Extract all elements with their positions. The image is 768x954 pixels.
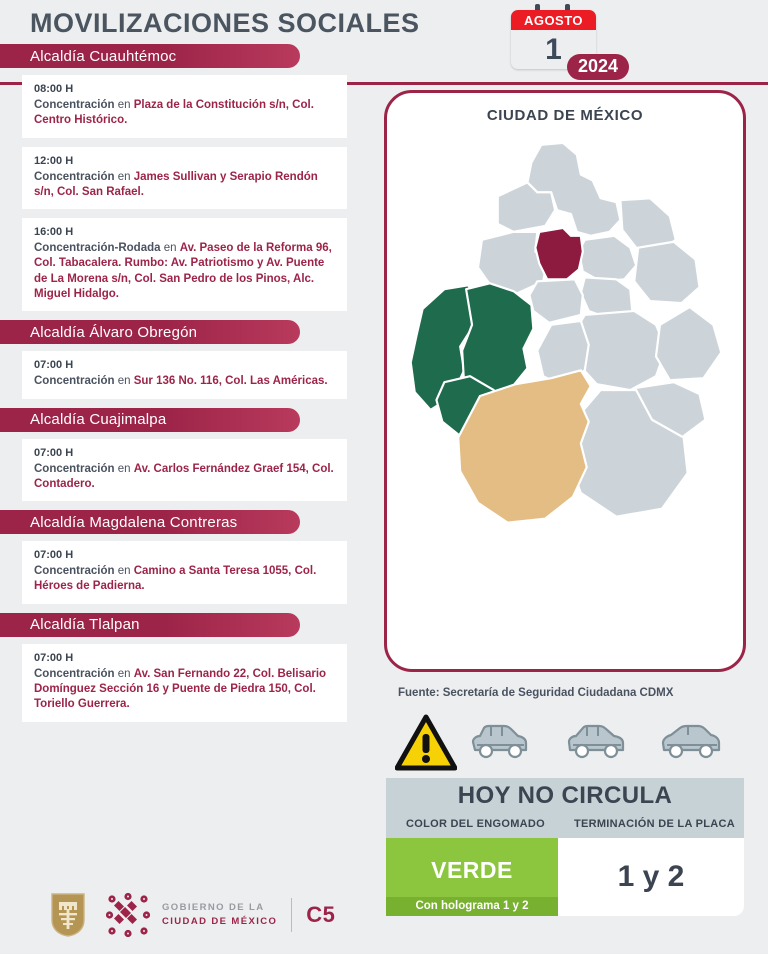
alcaldia-name: Alcaldía Álvaro Obregón [30,323,198,341]
c5-label: C5 [306,902,336,927]
event-time: 08:00 H [34,83,74,95]
event-connector: en [114,375,134,388]
footer-logos [50,884,335,946]
event-action: Concentración-Rodada [34,242,161,255]
hnc-color-cell [386,838,558,916]
event-time: 07:00 H [34,651,74,664]
warning-triangle-icon [395,714,457,772]
event-card [22,644,347,722]
event-location: Plaza de la Constitución s/n, Col. Centro Histórico. [34,99,314,127]
event-time: 07:00 H [34,446,74,459]
event-action: Concentración [34,170,115,183]
alcaldia-block [0,320,378,398]
event-card [22,439,347,502]
hatchback-icon [565,724,627,760]
map-region-cuauhtemoc-highlight [535,228,582,279]
event-description [34,462,337,493]
event-location: James Sullivan y Serapio Rendón s/n, Col. San Rafael. [34,170,318,198]
event-time: 07:00 H [34,549,74,562]
gob-line-1: GOBIERNO DE LA [162,902,265,914]
hnc-plate-value: 1 y 2 [558,838,744,916]
event-location: Sur 136 No. 116, Col. Las Américas. [133,375,328,388]
alcaldia-header-4 [0,510,300,534]
event-location: Av. Carlos Fernández Graef 154, Col. Contadero. [34,462,334,490]
hoy-no-circula-panel [386,778,744,916]
event-card [22,75,347,138]
government-wordmark [162,901,277,929]
hnc-holograma: Con holograma 1 y 2 [386,897,558,916]
map-region-venustiano-carranza [579,236,636,281]
event-connector: en [114,99,134,111]
alcaldia-name: Alcaldía Cuauhtémoc [30,47,177,65]
event-action: Concentración [34,99,115,111]
hnc-col1-header: COLOR DEL ENGOMADO [405,818,546,830]
calendar-year: 2024 [567,54,629,80]
event-card [22,147,347,210]
event-card [22,541,347,604]
event-connector: en [114,462,134,475]
map-region-benito-juarez [529,279,582,323]
event-description [34,564,337,595]
map-panel [384,90,746,672]
alcaldia-block [0,613,378,722]
footer-divider [291,898,292,932]
gob-line-2: CIUDAD DE MÉXICO [162,916,278,927]
alcaldia-block [0,44,378,311]
event-connector: en [114,170,134,183]
alcaldia-name: Alcaldía Magdalena Contreras [30,513,238,531]
alcaldia-name: Alcaldía Tlalpan [30,616,140,634]
event-action: Concentración [34,375,115,388]
sedan-icon [660,724,722,760]
event-time: 07:00 H [34,359,74,372]
calendar-month: AGOSTO [511,10,596,30]
alcaldia-header-3 [0,408,300,432]
event-card [22,351,347,398]
suv-icon [468,724,530,760]
alcaldia-name: Alcaldía Cuajimalpa [30,411,167,429]
alcaldia-header-2 [0,320,300,344]
event-description [34,170,337,201]
event-time: 16:00 H [34,226,74,239]
event-location: Av. San Fernando 22, Col. Belisario Domínguez Sección 16 y Puente de Piedra 150, Col. Toriello Guerrera. [34,667,327,711]
map-region-southeast [656,307,721,380]
event-location: Av. Paseo de la Reforma 96, Col. Tabacalera. Rumbo: Av. Patriotismo y Av. Puente de La Morena s/n, Col. San Pedro de los Pinos, Alc. Miguel Hidalgo. [34,242,332,300]
event-connector: en [160,242,180,255]
hnc-color-value: VERDE [431,856,513,883]
alcaldia-header-5 [0,613,300,637]
hnc-col2-header: TERMINACIÓN DE LA PLACA [573,818,736,830]
vehicle-icons-row [392,712,742,774]
event-connector: en [114,667,134,680]
event-action: Concentración [34,667,115,680]
event-card [22,218,347,311]
calendar-day: 1 [545,32,562,66]
alcaldia-block [0,408,378,502]
event-description [34,667,337,713]
event-description [34,241,337,302]
alcaldia-header-1 [0,44,300,68]
cdmx-alcaldias-map [387,133,743,663]
map-region-east [634,242,699,303]
hnc-column-headers [386,815,744,838]
event-location: Camino a Santa Teresa 1055, Col. Héroes de Padierna. [34,565,317,593]
hnc-values [386,838,744,916]
event-action: Concentración [34,462,115,475]
event-action: Concentración [34,565,115,578]
event-connector: en [114,565,134,578]
alcaldias-list [0,44,378,731]
cdmx-logo-icon [106,893,150,937]
event-description [34,98,337,129]
map-source: Fuente: Secretaría de Seguridad Ciudadana CDMX [398,687,674,699]
calendar-widget [511,4,619,76]
event-description [34,374,337,389]
cdmx-shield-icon [50,892,86,938]
page-title: MOVILIZACIONES SOCIALES [30,8,420,38]
hnc-title: HOY NO CIRCULA [386,778,744,815]
alcaldia-block [0,510,378,604]
event-time: 12:00 H [34,154,74,167]
map-title: CIUDAD DE MÉXICO [486,107,644,124]
